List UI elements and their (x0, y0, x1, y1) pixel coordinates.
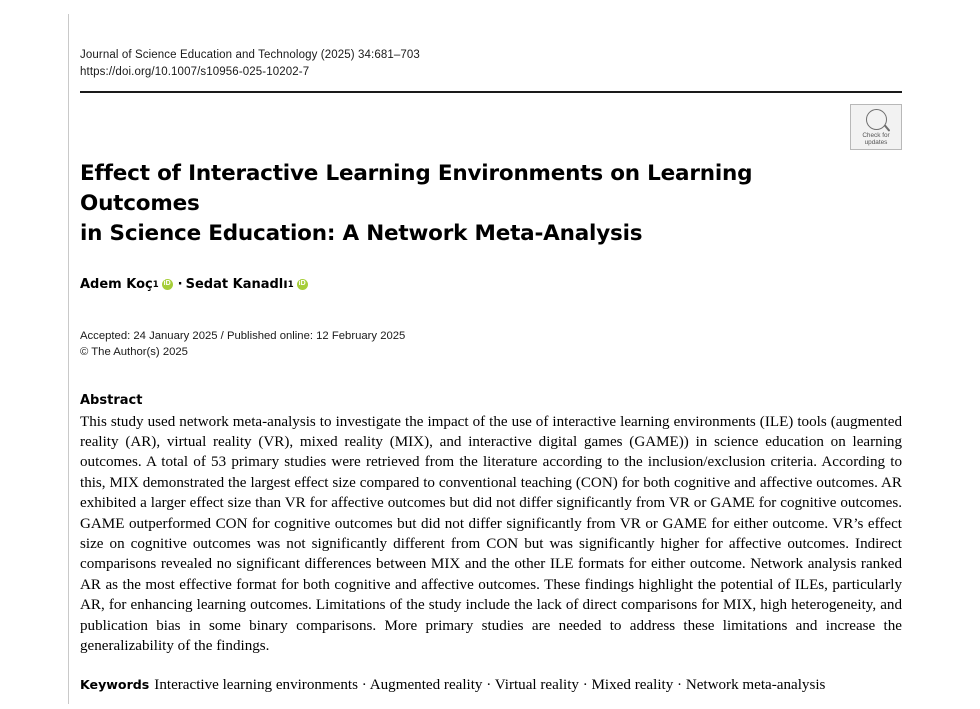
title-line-2: in Science Education: A Network Meta-Analysis (80, 220, 643, 246)
author-list (80, 276, 902, 294)
keywords-section (80, 675, 902, 695)
check-for-updates-badge[interactable] (850, 104, 902, 150)
author-affiliation-marker-2: 1 (287, 279, 294, 290)
author-name-1[interactable]: Adem Koç (80, 276, 153, 292)
check-for-updates-icon (866, 109, 887, 130)
abstract-heading: Abstract (80, 392, 143, 408)
publication-dates (80, 328, 902, 360)
keywords-list: Interactive learning environments · Augmented reality · Virtual reality · Mixed reality · Network meta-analysis (154, 677, 826, 694)
title-line-1: Effect of Interactive Learning Environments on Learning Outcomes (80, 160, 753, 216)
badge-line-2: updates (864, 139, 888, 147)
journal-citation: Journal of Science Education and Technology (2025) 34:681–703 (80, 49, 420, 61)
page-title (80, 159, 840, 249)
journal-header (80, 0, 902, 81)
abstract-text: This study used network meta-analysis to investigate the impact of the use of interactive learning environments (ILE) tools (augmented reality (AR), virtual reality (VR), mixed reality (MIX), and interactive digital games (GAME)) in science education on learning outcomes. A total of 53 primary studies were retrieved from the literature according to the inclusion/exclusion criteria. According to this, MIX demonstrated the largest effect size compared to conventional teaching (CON) for both cognitive and affective outcomes. AR exhibited a larger effect size than VR for affective outcomes but did not differ significantly from VR or GAME for cognitive outcomes. GAME outperformed CON for cognitive outcomes but did not differ significantly from VR or GAME for either outcome. VR’s effect size on cognitive outcomes was not significantly different from CON but was significantly higher for affective outcomes. Indirect comparisons revealed no significant differences between MIX and the other ILE formats for either outcome. Network analysis ranked AR as the most effective format for both cognitive and affective outcomes. These findings highlight the potential of ILEs, particularly AR, for enhancing learning outcomes. Limitations of the study include the lack of direct comparisons for MIX, high heterogeneity, and publication bias in some binary comparisons. More primary studies are needed to address these limitations and increase the generalizability of the findings. (80, 413, 902, 655)
page-left-rule (68, 14, 69, 704)
badge-line-1: Check for (862, 132, 890, 139)
journal-doi-link[interactable]: https://doi.org/10.1007/s10956-025-10202-7 (80, 66, 310, 78)
author-separator: · (177, 276, 183, 292)
orcid-icon[interactable] (162, 279, 173, 290)
author-name-2[interactable]: Sedat Kanadlı (185, 276, 288, 292)
accepted-published-line: Accepted: 24 January 2025 / Published online: 12 February 2025 (80, 329, 406, 342)
author-affiliation-marker-1: 1 (152, 279, 159, 290)
keywords-label: Keywords (80, 677, 150, 693)
orcid-icon[interactable] (297, 279, 308, 290)
page-content (80, 0, 902, 695)
abstract-section (80, 391, 902, 657)
copyright-line: © The Author(s) 2025 (80, 345, 188, 358)
header-divider (80, 91, 902, 93)
